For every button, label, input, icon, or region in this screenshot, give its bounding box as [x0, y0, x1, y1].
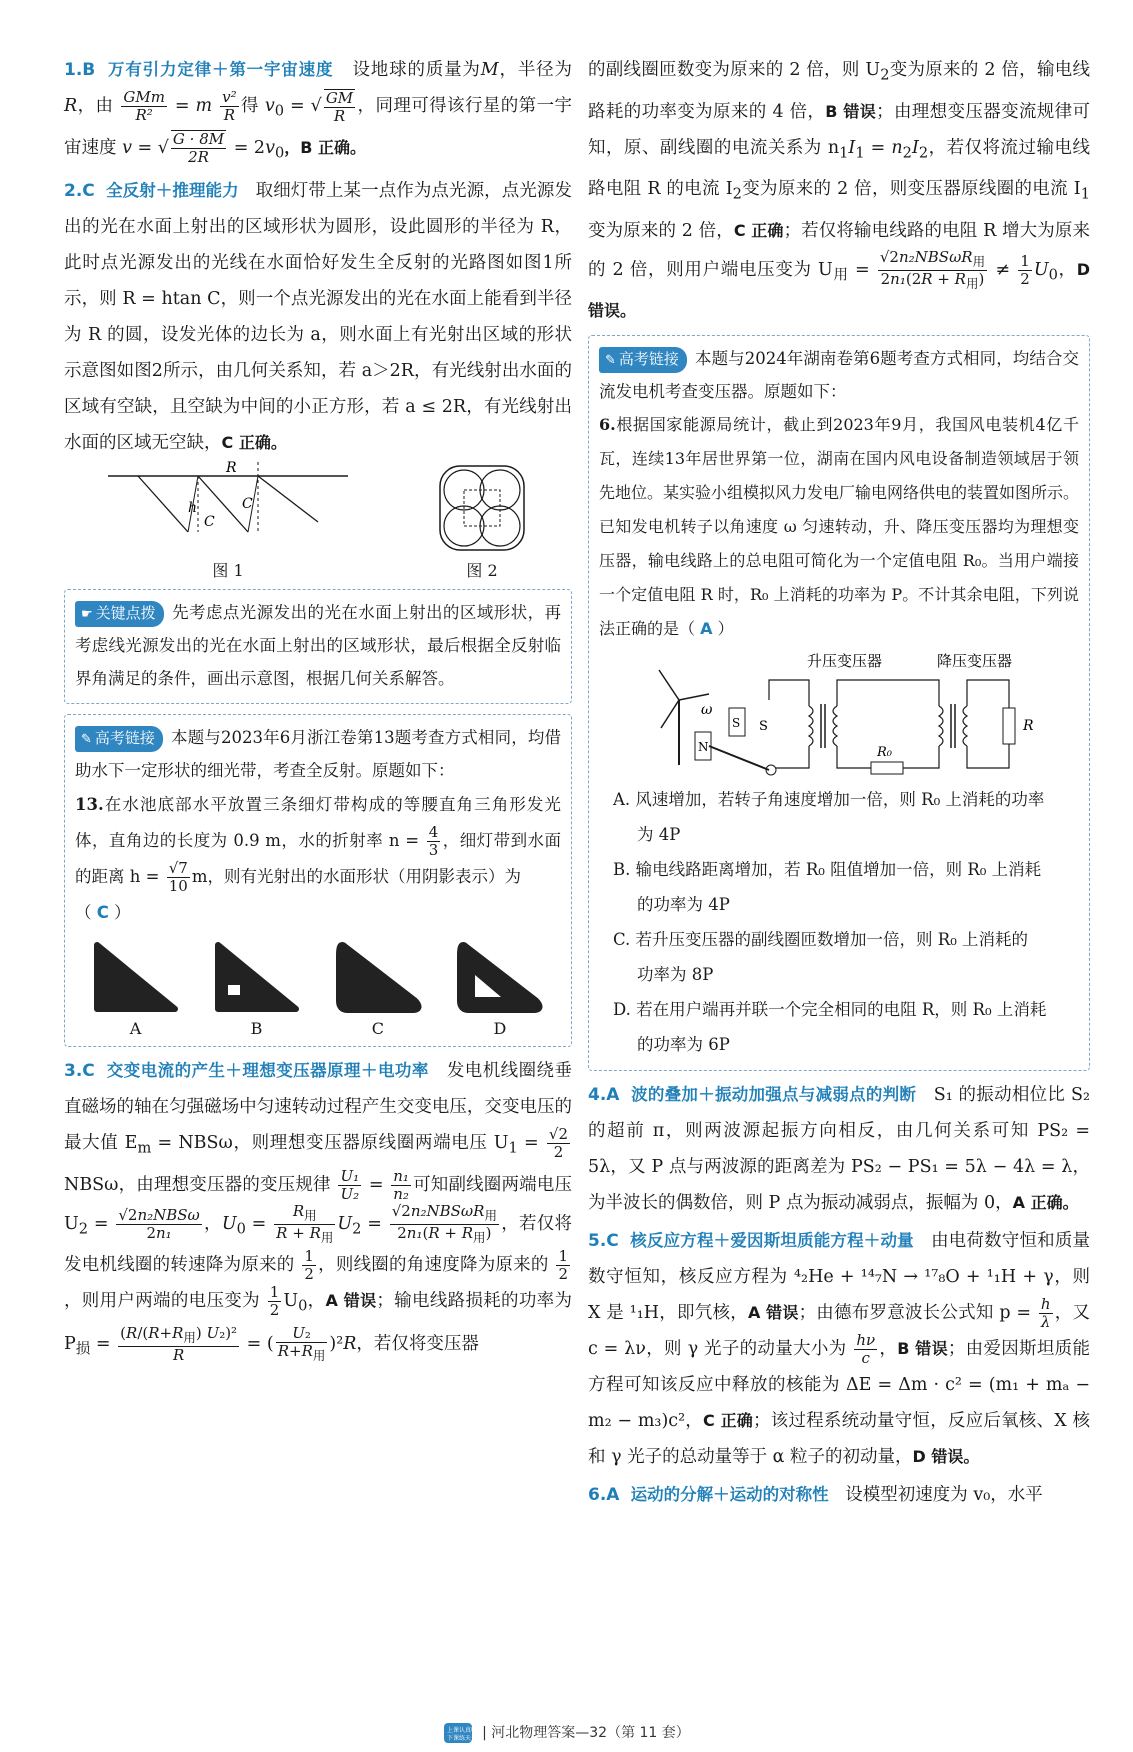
q3-verdict-a: A 错误	[325, 1291, 377, 1310]
formula-sqrt-gm: $\frac{GM}{R}$	[325, 88, 354, 125]
orig-q6-options	[599, 782, 1079, 1062]
q3-text: ，若仅将变压器	[356, 1333, 479, 1354]
q4-tag: 波的叠加＋振动加强点与减弱点的判断	[631, 1085, 917, 1104]
key-tip-text: 先考虑点光源发出的光在水面上射出的区域形状，再考虑线光源发出的光在水面上射出的区域形状，最后根据全反射临界角满足的条件，画出示意图，根据几何关系解答。	[75, 603, 561, 688]
orig-q13-text: m，则有光射出的水面形状（用阴影表示）为	[191, 867, 521, 886]
exam-link-text-1: 本题与2023年6月浙江卷第13题考查方式相同，均借助水下一定形状的细光带，考查全反射。原题如下：	[75, 728, 561, 780]
q3-number: 3.C	[64, 1061, 95, 1081]
key-tip-label: 关键点拨	[95, 604, 156, 622]
page-footer: 上课认真听 下课练天天 | 河北物理答案—32（第 11 套）	[0, 1722, 1133, 1744]
q1-tag: 万有引力定律＋第一宇宙速度	[108, 60, 334, 79]
exam-link-badge-2	[599, 347, 687, 373]
formula-v2r: $\frac{\text{v²}}{R}$	[222, 88, 237, 124]
q1-text: ，半径为	[498, 60, 572, 80]
formula-u2: $\frac{\text{√2n₂NBSω}}{\text{2n₁}}$	[118, 1205, 200, 1242]
q3c-verdict-c: C 正确	[733, 220, 784, 240]
q3c-text: 变为原来的 2 倍，输电线路耗的功率变为原来的 4 倍，	[588, 60, 1090, 122]
orig-q6-text: 根据国家能源局统计，截止到2023年9月，我国风电装机4亿千瓦，连续13年居世界第一位，湖南在国内风电设备制造领域居于领先地位。某实验小组模拟风力发电厂输电网络供电的装置如图所示。已知发电机转子以角速度 ω 匀速转动，升、降压变压器均为理想变压器，输电线路上的总电阻可简化为一个定值电阻 R₀。当用户端接一个定值电阻 R 时，R₀ 上消耗的功率为 P。不计其余电阻，下列说法正确的是（	[599, 415, 1080, 638]
q3c-text: ，若仅将流过输电线路电阻 R 的电流 I	[588, 137, 1090, 199]
hand-icon: ☛	[81, 607, 93, 622]
option-c-line2: 功率为 8P	[637, 965, 714, 984]
var-m: M	[480, 60, 499, 80]
q6-tag: 运动的分解＋运动的对称性	[630, 1485, 829, 1504]
q5-verdict-b: B 错误	[897, 1339, 948, 1358]
orig-q13	[75, 787, 561, 931]
figure-2-diagram	[436, 462, 528, 554]
fig1-label-h: h	[188, 500, 198, 516]
q3-text: ，则线圈的角速度降为原来的	[317, 1255, 549, 1275]
orig-q6-number: 6.	[599, 415, 616, 434]
option-label-b: B	[250, 1019, 263, 1038]
q1-text: ，同理可得该行星的第一宇宙速度	[64, 96, 572, 158]
figure-2	[436, 462, 528, 581]
option-b-line1: B. 输电线路距离增加，若 R₀ 阻值增加一倍，则 R₀ 上消耗	[613, 860, 1042, 879]
q5-block	[588, 1223, 1090, 1475]
q2-tag: 全反射＋推理能力	[106, 181, 239, 200]
publisher-logo	[443, 1722, 478, 1744]
formula-ratio-r: $\frac{R_用}{R + R_用}$	[276, 1201, 334, 1245]
orig-q13-answer: C	[96, 903, 109, 922]
q4-verdict: A 正确。	[1012, 1193, 1079, 1212]
q2-verdict: C 正确。	[221, 433, 287, 452]
q5-tag: 核反应方程＋爱因斯坦质能方程＋动量	[630, 1231, 914, 1250]
q4-number: 4.A	[588, 1085, 620, 1105]
triangle-option-b	[212, 939, 302, 1015]
figure-1-diagram	[108, 462, 348, 554]
option-a-line2: 为 4P	[637, 825, 681, 844]
var-r: R	[64, 96, 78, 116]
q6-number: 6.A	[588, 1485, 620, 1505]
paren: ）	[717, 619, 734, 638]
label-n: N	[698, 740, 709, 754]
formula-u0: $\frac{√2n_2NBS\omega R_用}{2n_1(R + R_用)}$	[391, 1201, 497, 1245]
option-label-d: D	[493, 1019, 507, 1038]
key-tip-box	[64, 589, 572, 704]
formula-sqrt7-10: $\frac{√7}{10}$	[168, 859, 188, 895]
q5-verdict-c: C 正确	[703, 1411, 754, 1430]
fig1-label-c2: C	[242, 496, 253, 512]
q3-text: ，若仅将发电机线圈的转速降为原来的	[64, 1213, 572, 1275]
logo-line-1: 上课认真听	[447, 1727, 478, 1734]
q1-verdict: ，B 正确。	[284, 137, 367, 157]
option-label-c: C	[371, 1019, 385, 1038]
q4-text: S₁ 的振动相位比 S₂ 的超前 π，则两波源起振方向相反，由几何关系可知 PS₂ = 5λ，又 P 点与两波源的距离差为 PS₂ − PS₁ = 5λ − 4λ = λ，为半波长的偶数倍，则 P 点为振动减弱点，振幅为 0，	[588, 1085, 1090, 1213]
q6-text: 设模型初速度为 v₀，水平	[845, 1485, 1043, 1505]
option-a-line1: A. 风速增加，若转子角速度增加一倍，则 R₀ 上消耗的功率	[613, 790, 1045, 809]
exam-link-text-2: 本题与2024年湖南卷第6题考查方式相同，均结合交流发电机考查变压器。原题如下：	[599, 349, 1079, 401]
label-s: S	[759, 719, 768, 734]
option-d-line2: 的功率为 6P	[637, 1035, 730, 1054]
label-omega: ω	[701, 702, 713, 718]
triangle-option-c	[334, 939, 424, 1015]
orig-q6-answer: A	[700, 619, 713, 638]
figure-1-caption: 图 1	[212, 561, 244, 580]
q5-verdict-d: D 错误。	[912, 1447, 980, 1466]
option-label-a: A	[129, 1019, 142, 1038]
orig-q13-text: ，细灯带到水面的距离 h =	[75, 831, 562, 886]
q2-number: 2.C	[64, 181, 95, 201]
q1-text: 得	[240, 96, 259, 116]
q5-text: ；由爱因斯坦质能方程可知该反应中释放的核能为 ΔE = Δm · c² = (m₁ + mₐ − m₂ − m₃)c²，	[588, 1339, 1090, 1431]
exam-link-badge-1	[75, 726, 163, 752]
q4-block	[588, 1077, 1090, 1221]
orig-q13-number: 13.	[75, 795, 104, 814]
q3-text: 可知副线圈两端电压 U	[64, 1174, 573, 1234]
formula-u2-sum: $\frac{\text{U₂}}{R+R_用}$	[277, 1323, 326, 1363]
option-d-line1: D. 若在用户端再并联一个完全相同的电阻 R，则 R₀ 上消耗	[613, 1000, 1047, 1019]
formula-sqrt-g8m: $\frac{G \cdot 8M}{2R}$	[172, 130, 225, 166]
formula-n1-n2: $\frac{\text{n₁}}{\text{n₂}}$	[393, 1166, 409, 1203]
triangle-options	[75, 939, 561, 1015]
q3-block: 3.C 交变电流的产生＋理想变压器原理＋电功率 发电机线圈绕垂直磁场的轴在匀强磁场中匀速转动过程产生交变电压，交变电压的最大值 $E_m = NBS\omega$，则理想变压器原线圈两端电压 $U_1$ = $\frac{√2}{2}$ NBSω，由理想变压器的变压规律 $\frac{\text{U₁}}{\text{U₂}}$ = $\frac{\text{n₁}}{\text{n₂}}$ 可知副线圈两端电压 $U_2$ = $\frac{\text{√2n₂NBSω}}{\text{2n₁}}$ ，$U_0$ = $\frac{R_用}{R + R_用}$ $U_2$ = $\frac{√2n_2NBS\omega R_用}{2n_1(R + R_用)}$ ，若仅将发电机线圈的转速降为原来的 $\frac{1}{2}$ ，则线圈的角速度降为原来的 $\frac{1}{2}$ ，则用户两端的电压变为 $\frac{1}{2}$ $U_0$，A 错误；输电线路损耗的功率为 $P_损$ = $\frac{(R/(R+R_用) U_2)^2}{R}$ = ( $\frac{\text{U₂}}{R+R_用}$ )²R，若仅将变压器	[64, 1061, 573, 1364]
label-r-load: R	[1023, 718, 1034, 734]
q5-text: ，又 c = λν，则 γ 光子的动量大小为	[588, 1303, 1090, 1359]
q5-text: ；由德布罗意波长公式知 p =	[798, 1303, 1032, 1323]
q3c-text: 变为原来的 2 倍，则变压器原线圈的电流 I	[741, 179, 1081, 199]
q3-text: = NBSω，则理想变压器原线圈两端电压 U	[151, 1133, 509, 1153]
q3c-text: ；若仅将输电线路的电阻 R 增大为原来的 2 倍，则用户端电压变为 U	[588, 220, 1090, 280]
q2-text: 取细灯带上某一点作为点光源，点光源发出的光在水面上射出的区域形状为圆形，设此圆形的半径为 R，此时点光源发出的光线在水面恰好发生全反射的光路图如图1所示，则 R = htan C，则一个点光源发出的光在水面上能看到半径为 R 的圆，设发光体的边长为 a，则水面上有光射出区域的形状示意图如图2所示，由几何关系知，若 a＞2R，有光线射出水面的区域有空缺，且空缺为中间的小正方形，若 a ≤ 2R，有光线射出水面的区域无空缺，	[64, 181, 572, 453]
q3-text: ，	[307, 1291, 326, 1311]
triangle-option-a	[91, 939, 181, 1015]
q2-figures	[64, 460, 572, 581]
formula-hv-c: $\frac{h\nu}{c}$	[856, 1331, 876, 1367]
formula-half-4: $\frac{1}{2}$	[1020, 251, 1030, 288]
triangle-option-d	[455, 939, 545, 1015]
q3-text: ；输电线路损耗的功率为 P	[64, 1291, 572, 1354]
q1-number: 1.B	[64, 60, 96, 80]
formula-half-2: $\frac{1}{2}$	[558, 1247, 568, 1283]
q1-block: 1.B 万有引力定律＋第一宇宙速度 设地球的质量为M，半径为R，由 $\frac{\text{GMm}}{\text{R²}}$ = m $\frac{\text{v²}}{R}$ 得 $v_0$ = √ $\frac{GM}{R}$ ，同理可得该行星的第一宇宙速度 v = √ $\frac{G \cdot 8M}{2R}$ = $2v_0$，B 正确。	[64, 60, 572, 166]
q3-tag: 交变电流的产生＋理想变压器原理＋电功率	[106, 1061, 429, 1080]
option-b-line2: 的功率为 4P	[637, 895, 730, 914]
formula-u-user: $\frac{√2n_2NBS\omega R_用}{2n_1(2R + R_用)}$	[879, 247, 986, 291]
q6-block	[588, 1477, 1090, 1513]
option-c-line1: C. 若升压变压器的副线圈匝数增加一倍，则 R₀ 上消耗的	[613, 930, 1029, 949]
formula-half-1: $\frac{1}{2}$	[304, 1247, 314, 1283]
paren: ）	[114, 903, 131, 922]
q3c-verdict-d: D 错误。	[588, 259, 1091, 320]
pen-icon: ✎	[605, 353, 616, 368]
fig1-label-r: R	[226, 460, 237, 476]
logo-line-2: 下课练天天	[447, 1735, 478, 1742]
q3c-text: 的副线圈匝数变为原来的 2 倍，则 U	[588, 60, 881, 80]
q5-verdict-a: A 错误	[747, 1303, 799, 1322]
formula-gmm: $\frac{\text{GMm}}{\text{R²}}$	[123, 88, 165, 124]
formula-half-3: $\frac{1}{2}$	[269, 1283, 280, 1319]
formula-ploss: $\frac{(R/(R+R_用) U_2)^2}{R}$	[120, 1323, 238, 1364]
figure-1	[108, 462, 348, 581]
q3-text: ，则用户两端的电压变为	[64, 1291, 260, 1311]
exam-link-label-1: 高考链接	[94, 729, 155, 747]
fig1-label-c1: C	[204, 514, 215, 530]
q3-text: NBSω，由理想变压器的变压规律	[64, 1174, 331, 1195]
q3-text: 发电机线圈绕垂直磁场的轴在匀强磁场中匀速转动过程产生交变电压，交变电压的最大值 E	[64, 1061, 572, 1153]
key-tip-badge	[75, 601, 164, 627]
paren: （	[75, 903, 92, 922]
formula-sqrt2-2: $\frac{√2}{2}$	[548, 1125, 569, 1161]
label-s-magnet: S	[732, 716, 741, 730]
left-column	[64, 52, 572, 1367]
page-footer-text: 河北物理答案—32（第 11 套）	[491, 1725, 690, 1741]
exam-link-label-2: 高考链接	[618, 350, 679, 368]
q5-text: 由电荷数守恒和质量数守恒知，核反应方程为 ⁴₂He + ¹⁴₇N → ¹⁷₈O + ¹₁H + γ，则 X 是 ¹₁H，即氕核，	[588, 1231, 1090, 1323]
q1-text: ，由	[77, 96, 114, 116]
q3-text: U	[283, 1291, 299, 1311]
q2-block	[64, 173, 572, 461]
q3-text: =	[517, 1133, 545, 1153]
formula-4-3: $\frac{4}{3}$	[428, 823, 439, 859]
formula-u1-u2: $\frac{\text{U₁}}{\text{U₂}}$	[340, 1166, 360, 1203]
right-column	[588, 52, 1090, 1513]
q5-number: 5.C	[588, 1231, 619, 1251]
q3c-text: 变为原来的 2 倍，	[588, 220, 734, 241]
label-step-up: 升压变压器	[807, 652, 883, 670]
q3c-text: ；由理想变压器变流规律可知，原、副线圈的电流关系为 n	[588, 101, 1091, 158]
wind-power-circuit-diagram	[599, 650, 1079, 780]
q1-text: 设地球的质量为	[352, 60, 481, 80]
formula-h-lambda: $\frac{h}{\lambda}$	[1040, 1295, 1051, 1331]
label-r0: R₀	[877, 745, 892, 760]
q5-text: ，	[879, 1339, 898, 1359]
exam-link-box-2	[588, 335, 1090, 1071]
q3c-verdict-b: B 错误	[825, 101, 877, 121]
q3c-text: ，	[1057, 259, 1077, 280]
label-step-down: 降压变压器	[937, 652, 1013, 670]
pen-icon: ✎	[81, 732, 92, 747]
orig-q6	[599, 408, 1079, 646]
exam-link-box-1	[64, 714, 572, 1047]
triangle-labels	[75, 1019, 561, 1038]
q3-continued: 的副线圈匝数变为原来的 2 倍，则 $U_2$变为原来的 2 倍，输电线路耗的功率变为原来的 4 倍，B 错误；由理想变压器变流规律可知，原、副线圈的电流关系为 $n_1I_1 = n_2I_2$，若仅将流过输电线路电阻 R 的电流 $I_2$变为原来的 2 倍，则变压器原线圈的电流 $I_1$变为原来的 2 倍，C 正确；若仅将输电线路的电阻 R 增大为原来的 2 倍，则用户端电压变为 $U_用$ = $\frac{√2n_2NBS\omega R_用}{2n_1(2R + R_用)}$ ≠ $\frac{1}{2}$ $U_0$，D 错误。	[588, 60, 1091, 320]
figure-2-caption: 图 2	[466, 561, 498, 580]
q5-text: ；该过程系统动量守恒，反应后氧核、X 核和 γ 光子的总动量等于 α 粒子的初动量，	[588, 1411, 1090, 1467]
orig-q13-text: 在水池底部水平放置三条细灯带构成的等腰直角三角形发光体，直角边的长度为 0.9 m，水的折射率 n =	[75, 795, 561, 850]
